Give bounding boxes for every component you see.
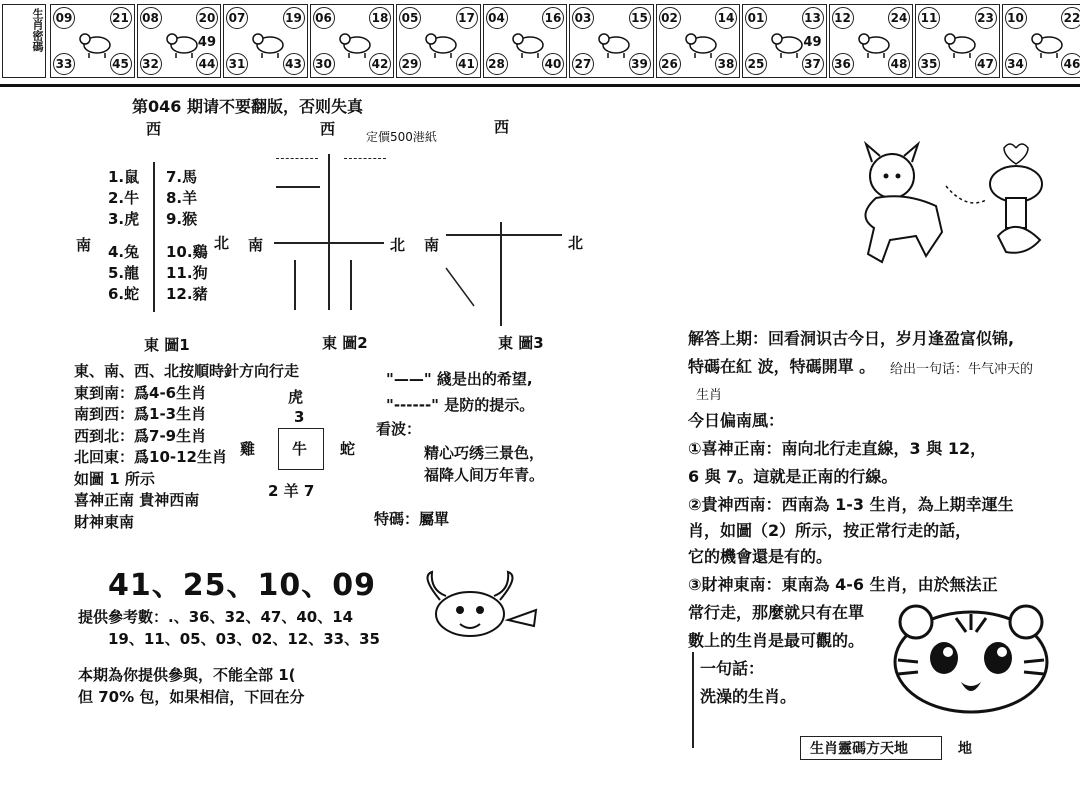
- grid-bottom: 2 羊 7: [268, 482, 315, 500]
- zodiac-cell: [310, 4, 395, 78]
- tiger-face-icon: [886, 600, 1056, 718]
- zodiac-list-item: 12.豬: [166, 285, 208, 303]
- zodiac-number: 22: [1061, 7, 1080, 29]
- issue-header: 第046 期请不要翻版，否则失真: [132, 97, 363, 116]
- fig3-west: 西: [494, 118, 510, 136]
- zodiac-list-item: 6.蛇: [108, 285, 140, 303]
- fig2-vline-b: [350, 260, 352, 310]
- ref-numbers: 提供參考數：.、36、32、47、40、14: [78, 608, 354, 626]
- grid-right: 蛇: [340, 440, 356, 458]
- fig2-vline-a: [294, 260, 296, 310]
- zodiac-list-item: 7.馬: [166, 168, 198, 186]
- zodiac-cell: [1002, 4, 1080, 78]
- zodiac-strip: [0, 0, 1080, 87]
- rabbit-icon: [337, 25, 375, 59]
- phrase-bar: [692, 652, 694, 748]
- zodiac-cell: [829, 4, 914, 78]
- zodiac-number: 11: [918, 7, 940, 29]
- zodiac-number: 41: [456, 53, 478, 75]
- fig3-horizontal: [446, 234, 562, 236]
- zodiac-cell: [483, 4, 568, 78]
- main-numbers: 41、25、10、09: [108, 568, 376, 603]
- rule-line: 如圖 1 所示: [74, 469, 155, 488]
- answer-line1: 解答上期：回看洞识古今日，岁月逢盈富似锦,: [688, 329, 1015, 348]
- zodiac-number: 37: [802, 53, 824, 75]
- fig2-west: 西: [320, 120, 336, 138]
- dragon-icon: [423, 25, 461, 59]
- zodiac-number: 13: [802, 7, 824, 29]
- zodiac-list-item: 9.猴: [166, 210, 198, 228]
- fig2-dash-left: [276, 158, 318, 159]
- fig2-horizontal: [274, 242, 384, 244]
- zodiac-list: [108, 166, 208, 316]
- dog-icon: [942, 25, 980, 59]
- grid-center: 牛: [292, 440, 308, 458]
- monkey-icon: [769, 25, 807, 59]
- fig1-west: 西: [146, 120, 162, 138]
- zodiac-cell: [915, 4, 1000, 78]
- rule-line: 財神東南: [74, 512, 135, 531]
- zodiac-number: 29: [399, 53, 421, 75]
- zodiac-list-item: 11.狗: [166, 264, 208, 282]
- point2-c: 它的機會還是有的。: [688, 547, 833, 566]
- goat-icon: [683, 25, 721, 59]
- rule-line: 西到北：爲7-9生肖: [74, 426, 207, 445]
- legend-dashed: "------" 是防的提示。: [386, 396, 535, 414]
- fig2-south: 南: [248, 236, 264, 254]
- rule-line: 南到西：爲1-3生肖: [74, 405, 207, 423]
- fig2-line-top: [276, 186, 320, 188]
- cartoon-kid-on-animal-icon: [846, 136, 1056, 266]
- point1-b: 6 與 7。這就是正南的行線。: [688, 467, 898, 486]
- zodiac-number: 07: [226, 7, 248, 29]
- rule-line: 東到南：爲4-6生肖: [74, 383, 207, 402]
- zodiac-number: 15: [629, 7, 651, 29]
- fig3-caption: 東 圖3: [498, 334, 544, 352]
- poem-line1: 精心巧绣三景色，: [424, 444, 545, 462]
- fig3-south: 南: [424, 236, 440, 254]
- legend-solid: "——" 綫是出的希望,: [386, 370, 533, 388]
- zodiac-number: 44: [196, 53, 218, 75]
- grid-topnum: 3: [294, 408, 305, 426]
- answer-line2: 特碼在紅 波，特碼開單 。: [688, 357, 876, 376]
- grid-top: 虎: [288, 388, 304, 406]
- price-label: 定價500港紙: [366, 130, 437, 144]
- zodiac-number: 04: [486, 7, 508, 29]
- fig3-diagonal: [444, 266, 478, 308]
- point2-a: ②貴神西南：西南為 1-3 生肖，為上期幸運生: [688, 495, 1014, 514]
- zodiac-list-item: 4.兔: [108, 243, 140, 261]
- zodiac-number: 10: [1005, 7, 1027, 29]
- point3-a: ③財神東南：東南為 4-6 生肖，由於無法正: [688, 575, 998, 594]
- rule-line: 北回東：爲10-12生肖: [74, 448, 227, 466]
- fig1-north: 北: [214, 234, 230, 252]
- zodiac-number: 19: [283, 7, 305, 29]
- fig1-caption: 東 圖1: [144, 336, 190, 354]
- fig1-south: 南: [76, 236, 92, 254]
- rat-icon: [77, 25, 115, 59]
- zodiac-list-item: 5.龍: [108, 264, 140, 282]
- fig2-vertical: [328, 154, 330, 310]
- zodiac-number: 17: [456, 7, 478, 29]
- zodiac-number: 36: [832, 53, 854, 75]
- zodiac-number: 32: [140, 53, 162, 75]
- point2-b: 肖，如圖（2）所示，按正常行走的話，: [688, 521, 972, 540]
- ref-numbers-2: 19、11、05、03、02、12、33、35: [108, 630, 380, 648]
- rule-line: 東、南、西、北按順時針方向行走: [74, 362, 300, 380]
- zodiac-number: 16: [542, 7, 564, 29]
- zodiac-number: 48: [888, 53, 910, 75]
- footer-suffix: 地: [958, 741, 972, 757]
- zodiac-list-item: 2.牛: [108, 189, 140, 207]
- fig2-dash-right: [344, 158, 386, 159]
- zodiac-cell: [656, 4, 741, 78]
- zodiac-number: 34: [1005, 53, 1027, 75]
- phrase-label: 一句話：: [700, 659, 765, 678]
- note-line1: 本期為你提供參與，不能全部 1(: [78, 666, 296, 684]
- fig1-divider: [153, 162, 155, 312]
- zodiac-number: 25: [745, 53, 767, 75]
- zodiac-number: 09: [53, 7, 75, 29]
- special-number: 49: [803, 35, 822, 50]
- grid-left: 雞: [240, 440, 256, 458]
- zodiac-number: 24: [888, 7, 910, 29]
- zodiac-number: 12: [832, 7, 854, 29]
- zodiac-number: 18: [369, 7, 391, 29]
- zodiac-number: 03: [572, 7, 594, 29]
- poem-line2: 福降人间万年青。: [424, 466, 545, 484]
- ox-cartoon-icon: [412, 570, 542, 640]
- zodiac-number: 39: [629, 53, 651, 75]
- zodiac-cell: [223, 4, 308, 78]
- zodiac-number: 08: [140, 7, 162, 29]
- zodiac-cell: [569, 4, 654, 78]
- fig3-north: 北: [568, 234, 584, 252]
- zodiac-number: 02: [659, 7, 681, 29]
- zodiac-list-item: 1.鼠: [108, 168, 140, 186]
- zodiac-cell: [50, 4, 135, 78]
- zodiac-number: 23: [975, 7, 997, 29]
- phrase-text: 洗澡的生肖。: [700, 687, 797, 706]
- zodiac-number: 33: [53, 53, 75, 75]
- kanbo-label: 看波：: [376, 420, 422, 438]
- today-wind: 今日偏南風：: [688, 411, 785, 430]
- rooster-icon: [856, 25, 894, 59]
- tiger-icon: [250, 25, 288, 59]
- zodiac-list-item: 3.虎: [108, 210, 140, 228]
- zodiac-number: 05: [399, 7, 421, 29]
- zodiac-number: 26: [659, 53, 681, 75]
- zodiac-number: 43: [283, 53, 305, 75]
- tema-label: 特碼：屬單: [374, 510, 450, 528]
- zodiac-number: 46: [1061, 53, 1080, 75]
- zodiac-number: 27: [572, 53, 594, 75]
- zodiac-number: 20: [196, 7, 218, 29]
- point3-c: 數上的生肖是最可觀的。: [688, 631, 865, 650]
- zodiac-number: 40: [542, 53, 564, 75]
- zodiac-cell: [137, 4, 222, 78]
- zodiac-cell: [742, 4, 827, 78]
- brand-label: 生肖密碼: [2, 4, 46, 78]
- zodiac-number: 14: [715, 7, 737, 29]
- zodiac-list-item: 8.羊: [166, 189, 198, 207]
- zodiac-number: 30: [313, 53, 335, 75]
- pig-icon: [1029, 25, 1067, 59]
- fig3-vertical: [500, 222, 502, 326]
- zodiac-number: 31: [226, 53, 248, 75]
- zodiac-number: 45: [110, 53, 132, 75]
- rule-line: 喜神正南 貴神西南: [74, 491, 200, 509]
- answer-line3: 生肖: [696, 388, 723, 403]
- note-line2: 但 70% 包，如果相信，下回在分: [78, 688, 305, 706]
- point1-a: ①喜神正南：南向北行走直線，3 與 12，: [688, 439, 987, 458]
- ox-icon: [164, 25, 202, 59]
- footer-label: 生肖靈碼方天地: [810, 741, 908, 757]
- zodiac-number: 01: [745, 7, 767, 29]
- answer-line2b: 给出一句话：牛气冲天的: [890, 362, 1034, 377]
- zodiac-number: 38: [715, 53, 737, 75]
- zodiac-number: 42: [369, 53, 391, 75]
- snake-icon: [510, 25, 548, 59]
- zodiac-number: 35: [918, 53, 940, 75]
- zodiac-number: 06: [313, 7, 335, 29]
- point3-b: 常行走，那麼就只有在單: [688, 603, 865, 622]
- zodiac-number: 21: [110, 7, 132, 29]
- zodiac-cell: [396, 4, 481, 78]
- horse-icon: [596, 25, 634, 59]
- fig2-north: 北: [390, 236, 406, 254]
- fig2-caption: 東 圖2: [322, 334, 368, 352]
- zodiac-number: 28: [486, 53, 508, 75]
- zodiac-number: 47: [975, 53, 997, 75]
- zodiac-list-item: 10.鷄: [166, 243, 208, 261]
- special-number: 49: [197, 35, 216, 50]
